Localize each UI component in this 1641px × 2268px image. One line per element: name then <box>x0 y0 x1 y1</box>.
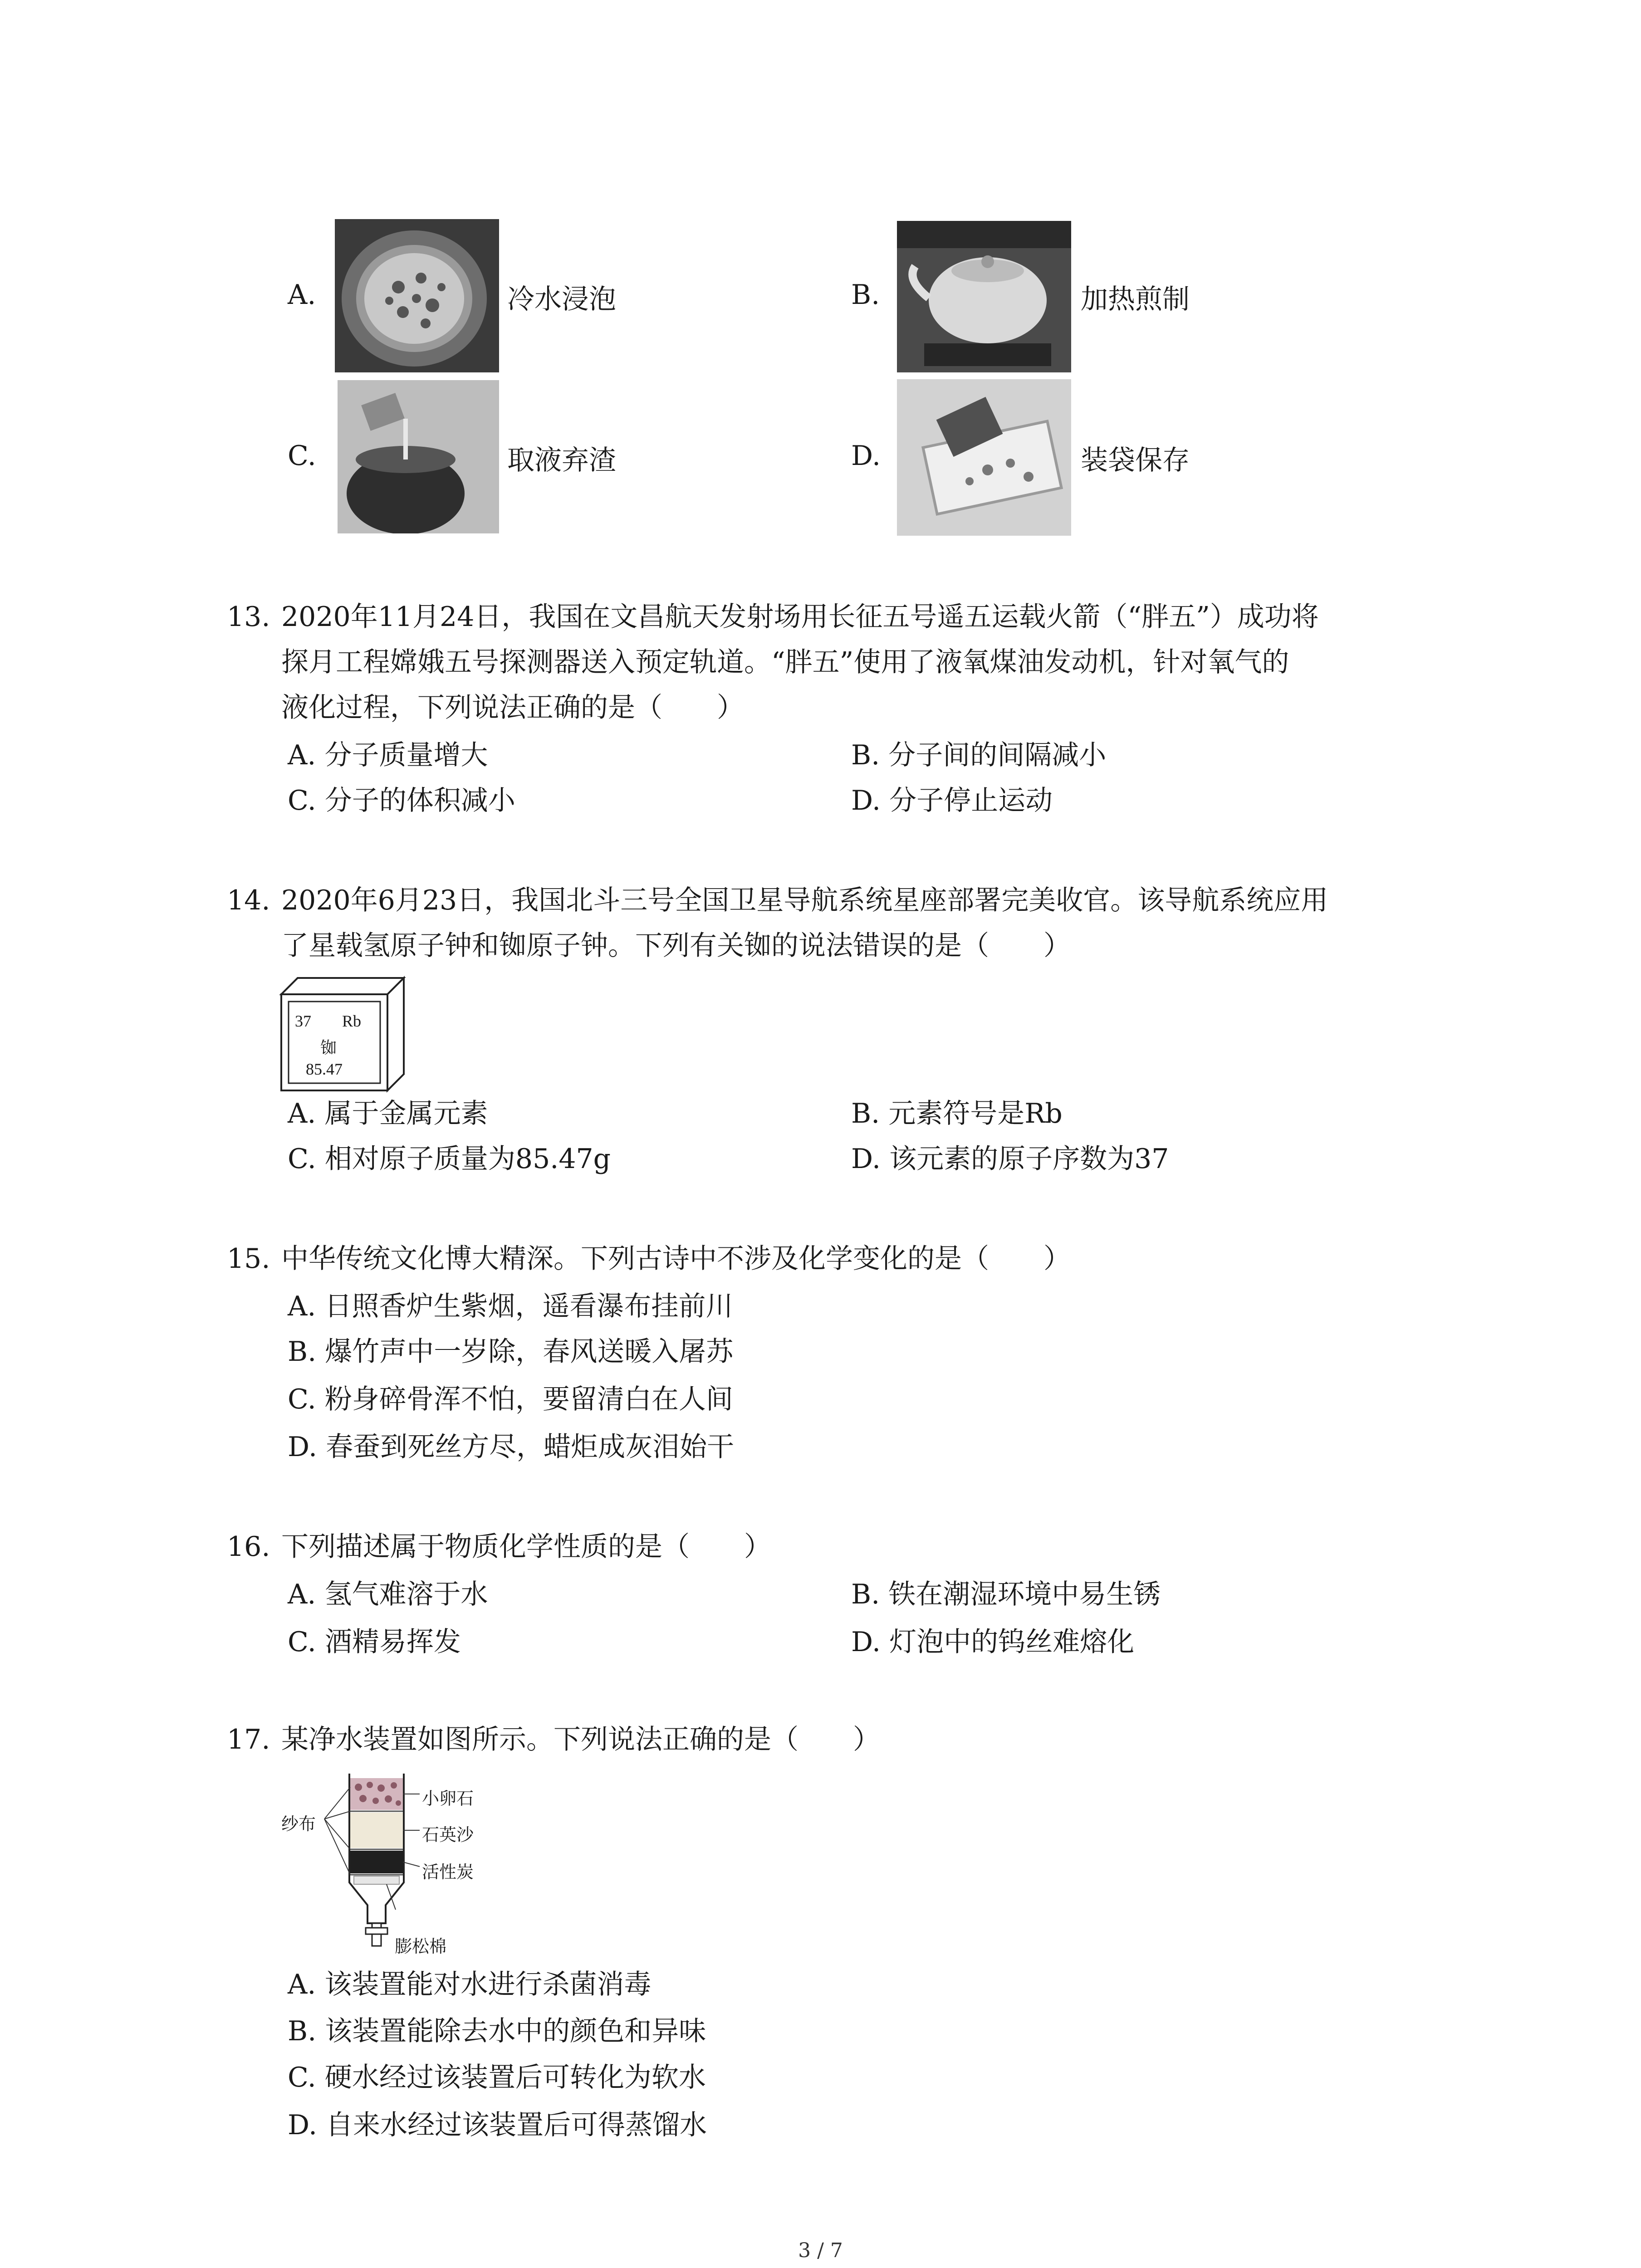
water-purifier-diagram <box>281 1769 499 1960</box>
q17-number: 17. <box>227 1724 270 1755</box>
element-atomic-number: 37 <box>295 1012 311 1030</box>
label-gauze: 纱布 <box>281 1814 316 1834</box>
q13-stem-line-2: 探月工程嫦娥五号探测器送入预定轨道。“胖五”使用了液氧煤油发动机，针对氧气的 <box>281 646 1289 678</box>
label-pebbles: 小卵石 <box>422 1789 474 1809</box>
bagged-herbs-photo <box>897 379 1071 536</box>
q12-option-a-letter: A. <box>288 279 316 311</box>
element-name: 铷 <box>320 1039 337 1057</box>
q12-option-b-letter: B. <box>851 279 880 311</box>
q15-number: 15. <box>227 1243 270 1275</box>
q13-option-c: C. 分子的体积减小 <box>288 785 515 816</box>
q12-option-a-caption: 冷水浸泡 <box>507 284 616 315</box>
soaking-herbs-photo <box>335 219 499 372</box>
q12-option-b-caption: 加热煎制 <box>1081 284 1190 315</box>
q13-stem-line-1: 2020年11月24日，我国在文昌航天发射场用长征五号遥五运载火箭（“胖五”）成功将 <box>281 601 1319 633</box>
label-quartz-sand: 石英沙 <box>422 1825 474 1845</box>
q16-option-d: D. 灯泡中的钨丝难熔化 <box>851 1626 1135 1658</box>
q12-option-c-caption: 取液弃渣 <box>507 445 616 476</box>
q12-option-d-letter: D. <box>851 440 881 472</box>
teapot-on-stove-photo <box>897 221 1071 372</box>
q13-option-a: A. 分子质量增大 <box>288 739 488 771</box>
q13-number: 13. <box>227 601 270 633</box>
q16-option-c: C. 酒精易挥发 <box>288 1626 461 1658</box>
q15-option-d: D. 春蚕到死丝方尽，蜡炬成灰泪始干 <box>288 1431 735 1463</box>
q15-option-b: B. 爆竹声中一岁除，春风送暖入屠苏 <box>288 1336 734 1368</box>
q17-option-b: B. 该装置能除去水中的颜色和异味 <box>288 2015 706 2047</box>
q17-option-a: A. 该装置能对水进行杀菌消毒 <box>288 1969 652 2000</box>
q17-stem-line-1: 某净水装置如图所示。下列说法正确的是（ ） <box>281 1724 880 1755</box>
element-symbol: Rb <box>342 1012 362 1030</box>
q14-option-d: D. 该元素的原子序数为37 <box>851 1143 1169 1175</box>
q15-stem-line-1: 中华传统文化博大精深。下列古诗中不涉及化学变化的是（ ） <box>281 1243 1071 1275</box>
q17-option-d: D. 自来水经过该装置后可得蒸馏水 <box>288 2109 707 2141</box>
q16-stem-line-1: 下列描述属于物质化学性质的是（ ） <box>281 1531 771 1563</box>
q13-stem-line-3: 液化过程，下列说法正确的是（ ） <box>281 692 744 723</box>
q15-option-c: C. 粉身碎骨浑不怕，要留清白在人间 <box>288 1383 733 1415</box>
q14-stem-line-1: 2020年6月23日，我国北斗三号全国卫星导航系统星座部署完美收官。该导航系统应用 <box>281 885 1328 916</box>
q14-option-b: B. 元素符号是Rb <box>851 1098 1063 1129</box>
q14-option-c: C. 相对原子质量为85.47g <box>288 1143 611 1175</box>
label-activated-carbon: 活性炭 <box>422 1862 474 1882</box>
q16-number: 16. <box>227 1531 270 1563</box>
q12-option-c-letter: C. <box>288 440 316 472</box>
q14-stem-line-2: 了星载氢原子钟和铷原子钟。下列有关铷的说法错误的是（ ） <box>281 930 1071 962</box>
q15-option-a: A. 日照香炉生紫烟，遥看瀑布挂前川 <box>288 1290 733 1322</box>
pouring-liquid-photo <box>338 380 499 533</box>
q14-number: 14. <box>227 885 270 916</box>
q12-option-d-caption: 装袋保存 <box>1081 445 1190 476</box>
rubidium-element-card <box>279 975 406 1093</box>
q16-option-a: A. 氢气难溶于水 <box>288 1579 488 1610</box>
q13-option-d: D. 分子停止运动 <box>851 785 1053 816</box>
q17-option-c: C. 硬水经过该装置后可转化为软水 <box>288 2062 706 2093</box>
element-atomic-mass: 85.47 <box>306 1060 343 1078</box>
page-number: 3 / 7 <box>798 2239 843 2262</box>
q16-option-b: B. 铁在潮湿环境中易生锈 <box>851 1579 1161 1610</box>
label-cotton: 膨松棉 <box>395 1936 447 1956</box>
q14-option-a: A. 属于金属元素 <box>288 1098 488 1129</box>
q13-option-b: B. 分子间的间隔减小 <box>851 739 1107 771</box>
